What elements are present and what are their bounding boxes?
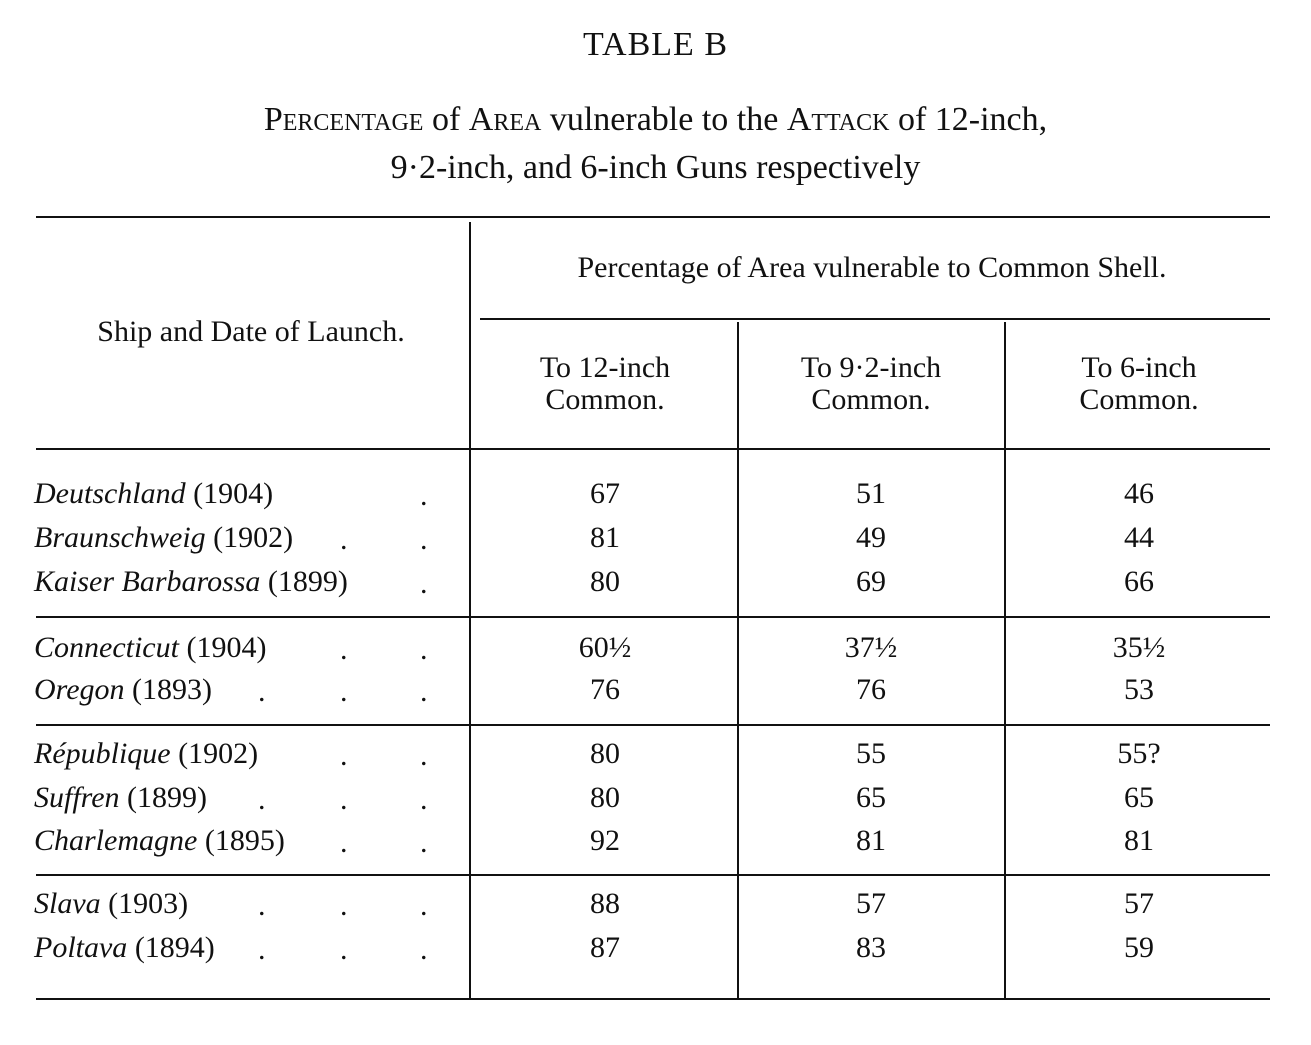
group-divider-1 bbox=[36, 616, 1270, 618]
value-9-2-inch: 37½ bbox=[844, 631, 898, 664]
value-6-inch: 44 bbox=[1124, 521, 1154, 554]
value-6-inch: 55? bbox=[1117, 737, 1161, 770]
ship-cell: Charlemagne (1895) bbox=[34, 824, 285, 857]
value-6-inch: 66 bbox=[1124, 565, 1154, 598]
ship-cell: Suffren (1899) bbox=[34, 781, 208, 814]
leader-dot: . bbox=[258, 889, 266, 922]
leader-dot: . bbox=[420, 633, 428, 666]
leader-dot: . bbox=[340, 783, 348, 816]
column-divider-ship bbox=[469, 222, 471, 998]
ship-cell: Kaiser Barbarossa (1899) bbox=[34, 565, 348, 598]
ship-cell: Slava (1903) bbox=[34, 887, 189, 920]
ship-cell: République (1902) bbox=[34, 737, 259, 770]
leader-dot: . bbox=[340, 675, 348, 708]
leader-dot: . bbox=[340, 933, 348, 966]
ship-cell: Braunschweig (1902) bbox=[34, 521, 294, 554]
header-bottom-rule bbox=[36, 448, 1270, 450]
column-header-9-2-inch: To 9·2-inch Common. bbox=[800, 351, 942, 416]
caption-line-1: Percentage of Area vulnerable to the Attack of 12-inch, bbox=[263, 101, 1048, 138]
group-column-header: Percentage of Area vulnerable to Common Shell. bbox=[577, 251, 1167, 284]
value-9-2-inch: 51 bbox=[856, 477, 886, 510]
value-9-2-inch: 69 bbox=[856, 565, 886, 598]
value-6-inch: 35½ bbox=[1112, 631, 1166, 664]
value-9-2-inch: 49 bbox=[856, 521, 886, 554]
leader-dot: . bbox=[340, 739, 348, 772]
value-12-inch: 80 bbox=[590, 565, 620, 598]
column-header-6-inch: To 6-inch Common. bbox=[1079, 351, 1199, 416]
value-6-inch: 53 bbox=[1124, 673, 1154, 706]
value-6-inch: 81 bbox=[1124, 824, 1154, 857]
value-12-inch: 67 bbox=[590, 477, 620, 510]
value-9-2-inch: 76 bbox=[856, 673, 886, 706]
value-9-2-inch: 83 bbox=[856, 931, 886, 964]
value-12-inch: 92 bbox=[590, 824, 620, 857]
ship-cell: Poltava (1894) bbox=[34, 931, 215, 964]
ship-cell: Oregon (1893) bbox=[34, 673, 213, 706]
leader-dot: . bbox=[420, 567, 428, 600]
value-12-inch: 88 bbox=[590, 887, 620, 920]
leader-dot: . bbox=[258, 783, 266, 816]
leader-dot: . bbox=[420, 523, 428, 556]
top-rule bbox=[36, 216, 1270, 218]
leader-dot: . bbox=[420, 675, 428, 708]
value-9-2-inch: 57 bbox=[856, 887, 886, 920]
column-divider-2 bbox=[1004, 322, 1006, 998]
leader-dot: . bbox=[340, 889, 348, 922]
value-6-inch: 57 bbox=[1124, 887, 1154, 920]
value-12-inch: 87 bbox=[590, 931, 620, 964]
value-9-2-inch: 81 bbox=[856, 824, 886, 857]
leader-dot: . bbox=[258, 933, 266, 966]
value-12-inch: 60½ bbox=[578, 631, 632, 664]
value-6-inch: 46 bbox=[1124, 477, 1154, 510]
leader-dot: . bbox=[420, 739, 428, 772]
leader-dot: . bbox=[420, 479, 428, 512]
leader-dot: . bbox=[420, 826, 428, 859]
ship-cell: Connecticut (1904) bbox=[34, 631, 267, 664]
value-9-2-inch: 55 bbox=[856, 737, 886, 770]
value-9-2-inch: 65 bbox=[856, 781, 886, 814]
column-divider-1 bbox=[737, 322, 739, 998]
value-6-inch: 65 bbox=[1124, 781, 1154, 814]
value-12-inch: 80 bbox=[590, 781, 620, 814]
table-caption bbox=[0, 96, 1311, 192]
value-12-inch: 76 bbox=[590, 673, 620, 706]
leader-dot: . bbox=[258, 675, 266, 708]
caption-line-2: 9·2-inch, and 6-inch Guns respectively bbox=[390, 149, 921, 186]
ship-column-header: Ship and Date of Launch. bbox=[97, 315, 405, 348]
leader-dot: . bbox=[340, 523, 348, 556]
leader-dot: . bbox=[340, 826, 348, 859]
ship-cell: Deutschland (1904) bbox=[34, 477, 274, 510]
value-6-inch: 59 bbox=[1124, 931, 1154, 964]
bottom-rule bbox=[36, 998, 1270, 1000]
leader-dot: . bbox=[420, 783, 428, 816]
value-12-inch: 81 bbox=[590, 521, 620, 554]
leader-dot: . bbox=[340, 633, 348, 666]
group-divider-3 bbox=[36, 874, 1270, 876]
leader-dot: . bbox=[420, 889, 428, 922]
leader-dot: . bbox=[420, 933, 428, 966]
value-12-inch: 80 bbox=[590, 737, 620, 770]
column-header-12-inch: To 12-inch Common. bbox=[539, 351, 671, 416]
group-divider-2 bbox=[36, 724, 1270, 726]
group-header-rule bbox=[480, 318, 1270, 320]
table-title: TABLE B bbox=[583, 26, 728, 63]
